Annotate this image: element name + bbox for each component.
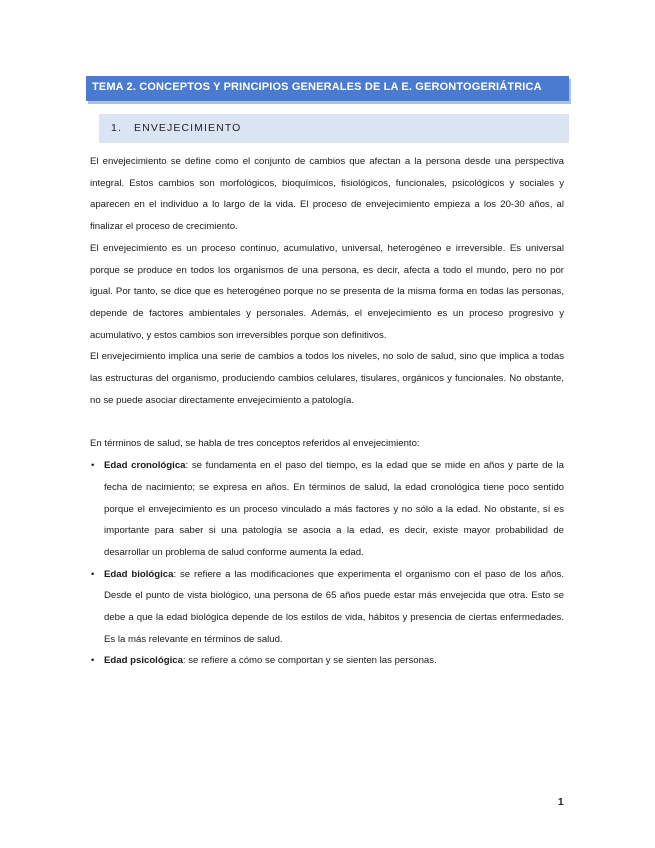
list-item-biological-age — [90, 564, 564, 651]
chapter-title: TEMA 2. CONCEPTOS Y PRINCIPIOS GENERALES DE LA E. GERONTOGERIÁTRICA — [92, 81, 542, 93]
paragraph-definition: El envejecimiento se define como el conjunto de cambios que afectan a la persona desde una perspectiva integral. Estos cambios son morfológicos, bioquímicos, fisiológicos, funcionales, psicológicos y sociales y aparecen en el individuo a lo largo de la vida. El proceso de envejecimiento empieza a los 20-30 años, al finalizar el proceso de crecimiento. — [90, 156, 564, 233]
page-number: 1 — [558, 797, 564, 808]
paragraph-changes: El envejecimiento implica una serie de cambios a todos los niveles, no solo de salud, sino que implica a todas las estructuras del organismo, produciendo cambios celulares, tisulares, orgánicos y funcionales. No obstante, no se puede asociar directamente envejecimiento a patología. — [90, 351, 564, 406]
list-item-psychological-age — [90, 650, 564, 672]
document-body — [90, 151, 564, 672]
definition-psychological-age: : se refiere a cómo se comportan y se sienten las personas. — [182, 655, 437, 667]
section-heading-bar — [99, 114, 569, 143]
bullet-icon: • — [91, 568, 95, 580]
chapter-title-bar — [86, 76, 569, 101]
bullet-icon: • — [91, 460, 95, 472]
age-concepts-list — [90, 455, 564, 672]
bullet-icon: • — [91, 655, 95, 667]
section-number: 1. — [111, 122, 122, 134]
section-heading — [111, 122, 241, 134]
definition-biological-age: : se refiere a las modificaciones que experimenta el organismo con el paso de los años. Desde el punto de vista biológico, una persona de 65 años puede estar más envejecida que otra. Esto se debe a que la edad biológica depende de los estilos de vida, hábitos y presencia de ciertas enfermedades. Es la más relevante en términos de salud. — [104, 568, 564, 645]
paragraph-concepts-intro: En términos de salud, se habla de tres conceptos referidos al envejecimiento: — [90, 438, 420, 450]
paragraph-characteristics: El envejecimiento es un proceso continuo, acumulativo, universal, heterogéneo e irreversible. Es universal porque se produce en todos los organismos de una persona, es decir, afecta a todo el mundo, pero no por igual. Por tanto, se dice que es heterogéneo porque no se presenta de la misma forma en todas las personas, depende de factores ambientales y personales. Además, el envejecimiento es un proceso progresivo y acumulativo, y estos cambios son irreversibles porque son definitivos. — [90, 242, 564, 341]
term-biological-age: Edad biológica — [104, 568, 174, 580]
term-psychological-age: Edad psicológica — [104, 655, 183, 667]
section-title: ENVEJECIMIENTO — [134, 122, 242, 134]
definition-chronological-age: : se fundamenta en el paso del tiempo, es la edad que se mide en años y parte de la fecha de nacimiento; se expresa en años. En términos de salud, la edad cronológica tiene poco sentido porque el envejecimiento es un proceso vinculado a más factores y no sólo a la edad. No obstante, sí es importante para saber si una patología se asocia a la edad, es decir, existe mayor probabilidad de desarrollar un problema de salud conforme aumenta la edad. — [104, 460, 564, 558]
term-chronological-age: Edad cronológica — [104, 460, 186, 472]
list-item-chronological-age — [90, 455, 564, 564]
